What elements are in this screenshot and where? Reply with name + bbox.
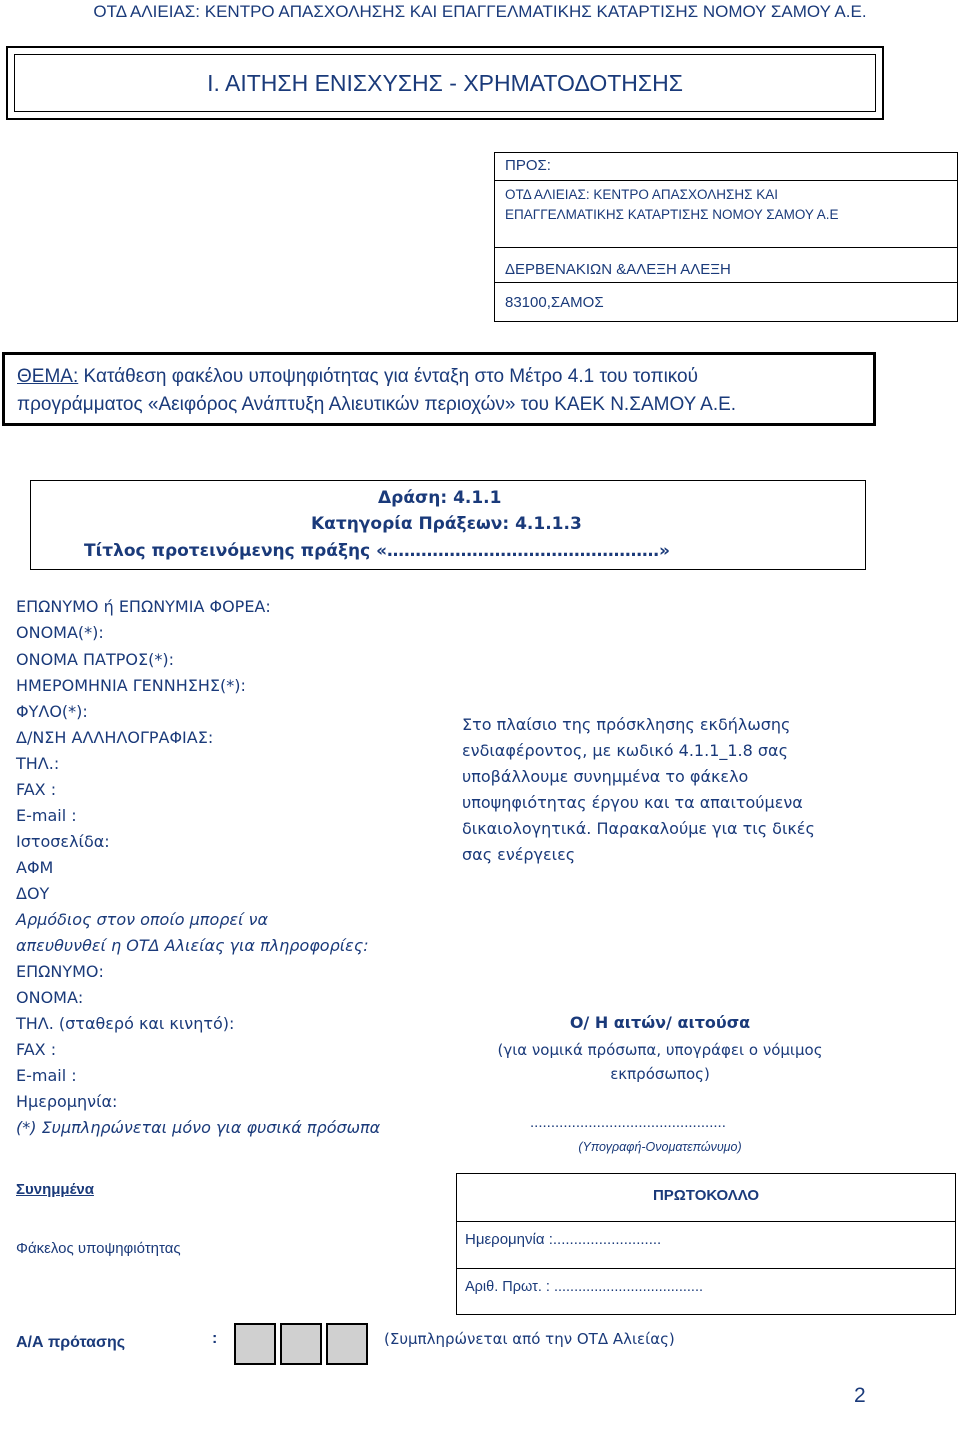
contact-person-line1: Αρμόδιος στον οποίο μπορεί να — [16, 910, 269, 929]
field-fax: FAX : — [16, 780, 57, 799]
recipient-label: ΠΡΟΣ: — [505, 157, 551, 174]
attachments-label: Συνημμένα — [16, 1181, 94, 1198]
proposal-note: (Συμπληρώνεται από την ΟΤΔ Αλιείας) — [384, 1330, 675, 1348]
contact-surname: ΕΠΩΝΥΜΟ: — [16, 962, 104, 981]
field-father-name: ΟΝΟΜΑ ΠΑΤΡΟΣ(*): — [16, 650, 174, 669]
protocol-title: ΠΡΩΤΟΚΟΛΛΟ — [652, 1187, 760, 1204]
proposal-number-cell-2[interactable] — [280, 1323, 322, 1365]
contact-name: ΟΝΟΜΑ: — [16, 988, 84, 1007]
subject-box — [2, 352, 876, 426]
field-tax-office: ΔΟΥ — [16, 884, 50, 903]
field-phone: ΤΗΛ.: — [16, 754, 60, 773]
field-birth-date: ΗΜΕΡΟΜΗΝΙΑ ΓΕΝΝΗΣΗΣ(*): — [16, 676, 246, 695]
page-number: 2 — [854, 1384, 866, 1407]
protocol-number: Αριθ. Πρωτ. : ..................................... — [465, 1279, 703, 1295]
field-website: Ιστοσελίδα: — [16, 832, 110, 851]
subject-line2: προγράμματος «Αειφόρος Ανάπτυξη Αλιευτικών περιοχών» του ΚΑΕΚ Ν.ΣΑΜΟΥ Α.Ε. — [17, 394, 737, 415]
protocol-box — [456, 1173, 956, 1315]
contact-person-line2: απευθυνθεί η ΟΤΔ Αλιείας για πληροφορίες: — [16, 936, 369, 955]
recipient-city: 83100,ΣΑΜΟΣ — [505, 294, 604, 311]
applicant-label: Ο/ Η αιτών/ αιτούσα — [569, 1013, 751, 1032]
proposal-colon: : — [212, 1330, 218, 1347]
field-name: ΟΝΟΜΑ(*): — [16, 623, 104, 642]
title-line: Τίτλος προτεινόμενης πράξης «…………………………………………» — [84, 541, 671, 561]
contact-fax: FAX : — [16, 1040, 57, 1059]
proposal-number-cell-3[interactable] — [326, 1323, 368, 1365]
field-email: E-mail : — [16, 806, 77, 825]
field-tax-id: ΑΦΜ — [16, 858, 54, 877]
document-title: Ι. ΑΙΤΗΣΗ ΕΝΙΣΧΥΣΗΣ - ΧΡΗΜΑΤΟΔΟΤΗΣΗΣ — [14, 54, 876, 112]
action-line: Δράση: 4.1.1 — [378, 488, 502, 508]
recipient-org-line1: ΟΤΔ ΑΛΙΕΙΑΣ: ΚΕΝΤΡΟ ΑΠΑΣΧΟΛΗΣΗΣ ΚΑΙ — [505, 187, 778, 202]
signature-line: ............................................... — [530, 1114, 726, 1131]
recipient-address: ΔΕΡΒΕΝΑΚΙΩΝ &ΑΛΕΞΗ ΑΛΕΞΗ — [505, 261, 731, 278]
recipient-org-line2: ΕΠΑΓΓΕΛΜΑΤΙΚΗΣ ΚΑΤΑΡΤΙΣΗΣ ΝΟΜΟΥ ΣΑΜΟΥ Α.Ε — [505, 207, 839, 222]
proposal-number-label: Α/Α πρότασης — [16, 1334, 126, 1351]
recipient-box — [494, 152, 958, 322]
contact-email: E-mail : — [16, 1066, 77, 1085]
attachment-item: Φάκελος υποψηφιότητας — [16, 1240, 181, 1257]
category-line: Κατηγορία Πράξεων: 4.1.1.3 — [311, 514, 582, 534]
title-box — [6, 46, 884, 120]
field-address: Δ/ΝΣΗ ΑΛΛΗΛΟΓΡΑΦΙΑΣ: — [16, 728, 214, 747]
request-text: Στο πλαίσιο της πρόσκλησης εκδήλωσης ενδιαφέροντος, με κωδικό 4.1.1_1.8 σας υποβάλλουμε συνημμένα το φάκελο υποψηφιότητας έργου και τα απαιτούμενα δικαιολογητικά. Παρακαλούμε για τις δικές σας ενέργειες — [462, 715, 815, 864]
subject-line1: Κατάθεση φακέλου υποψηφιότητας για ένταξη στο Μέτρο 4.1 του τοπικού — [78, 366, 699, 387]
document-header: ΟΤΔ ΑΛΙΕΙΑΣ: ΚΕΝΤΡΟ ΑΠΑΣΧΟΛΗΣΗΣ ΚΑΙ ΕΠΑΓΓΕΛΜΑΤΙΚΗΣ ΚΑΤΑΡΤΙΣΗΣ ΝΟΜΟΥ ΣΑΜΟΥ Α.Ε. — [93, 2, 867, 21]
field-gender: ΦΥΛΟ(*): — [16, 702, 88, 721]
contact-phone: ΤΗΛ. (σταθερό και κινητό): — [16, 1014, 235, 1033]
signature-note: (για νομικά πρόσωπα, υπογράφει ο νόμιμος εκπρόσωπος) — [497, 1041, 823, 1083]
field-date: Ημερομηνία: — [16, 1092, 118, 1111]
natural-persons-note: (*) Συμπληρώνεται μόνο για φυσικά πρόσωπα — [16, 1118, 381, 1137]
subject-label: ΘΕΜΑ: — [17, 366, 79, 387]
proposal-number-cell-1[interactable] — [234, 1323, 276, 1365]
protocol-date: Ημερομηνία :.......................... — [465, 1231, 662, 1248]
field-surname-or-entity: ΕΠΩΝΥΜΟ ή ΕΠΩΝΥΜΙΑ ΦΟΡΕΑ: — [16, 597, 271, 616]
signature-caption: (Υπογραφή-Ονοματεπώνυμο) — [578, 1140, 742, 1154]
